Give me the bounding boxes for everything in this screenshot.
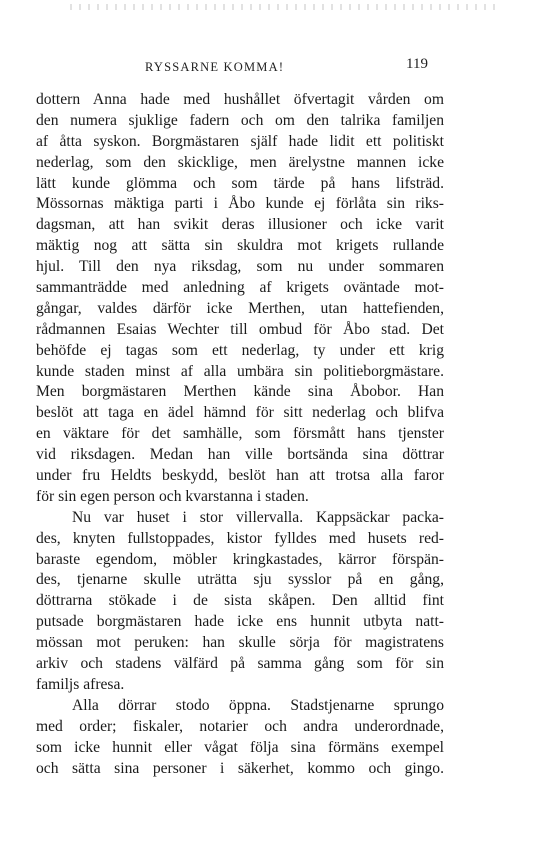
text-line: nederlag, som den skicklige, men ärelystne mannen icke: [36, 153, 444, 171]
text-line: Men borgmästaren Merthen kände sina Åbobor. Han: [36, 383, 444, 401]
text-line: dottern Anna hade med hushållet öfvertagit vården om: [36, 91, 444, 108]
text-line: af åtta syskon. Borgmästaren själf hade lidit ett politiskt: [36, 132, 444, 150]
text-line: des, tjenarne skulle uträtta sju sysslor på en gång,: [36, 571, 444, 589]
text-line: för sin egen person och kvarstanna i staden.: [36, 487, 309, 505]
text-line: vid riksdagen. Medan han ville bortsända sina döttrar: [36, 446, 444, 464]
text-line: den numera sjuklige fadern och om den talrika familjen: [36, 111, 444, 129]
text-line: behöfde ej tagas som ett nederlag, ty under ett krig: [36, 341, 444, 359]
text-line: lätt kunde glömma och som tärde på hans lifsträd.: [36, 174, 444, 192]
running-title: RYSSARNE KOMMA!: [145, 60, 285, 74]
text-line: med order; fiskaler, notarier och andra underordnade,: [36, 717, 444, 735]
text-line: kunde staden minst af alla umbära sin politieborgmästare.: [36, 362, 444, 380]
text-line: putsade borgmästaren hade icke ens hunnit utbyta natt-: [36, 613, 444, 631]
text-line: och sätta sina personer i säkerhet, kommo och gingo.: [36, 759, 444, 777]
text-line: des, knyten fullstoppades, kistor fylldes med husets red-: [36, 529, 444, 547]
text-line: mäktig nog att sätta sin skuldra mot krigets rullande: [36, 237, 444, 255]
text-line: hjul. Till den nya riksdag, som nu under sommaren: [36, 258, 444, 276]
text-line: rådmannen Esaias Wechter till ombud för Åbo stad. Det: [36, 320, 444, 338]
text-line: familjs afresa.: [36, 675, 125, 693]
body-text: [36, 90, 444, 779]
text-line: beslöt att taga en ädel hämnd för sitt nederlag och blifva: [36, 404, 444, 422]
text-line: som icke hunnit eller vågat följa sina förmäns exempel: [36, 738, 444, 756]
text-line: under fru Heldts beskydd, beslöt han att trotsa alla faror: [36, 467, 444, 485]
text-line: Mössornas mäktiga parti i Åbo kunde ej förlåta sin riks-: [36, 195, 444, 213]
text-line: gångar, valdes därför icke Merthen, utan hattefienden,: [36, 299, 444, 317]
text-line: Alla dörrar stodo öppna. Stadstjenarne sprungo: [72, 696, 444, 714]
text-line: Nu var huset i stor villervalla. Kappsäckar packa-: [72, 508, 444, 526]
text-line: baraste egendom, möbler kringkastades, kärror förspän-: [36, 550, 444, 568]
text-line: mössan mot peruken: han skulle sörja för magistratens: [36, 634, 444, 652]
page-number: 119: [406, 56, 428, 72]
text-line: sammanträdde med anledning af krigets oväntade mot-: [36, 279, 444, 297]
text-line: dagsman, att han svikit deras illusioner och icke varit: [36, 216, 444, 234]
scan-edge-marks: [70, 4, 500, 10]
text-line: arkiv och stadens välfärd på samma gång som för sin: [36, 655, 444, 673]
text-line: döttrarna stökade i de sista skåpen. Den alltid fint: [36, 592, 444, 610]
text-line: en väktare för det samhälle, som försmått hans tjenster: [36, 425, 444, 443]
